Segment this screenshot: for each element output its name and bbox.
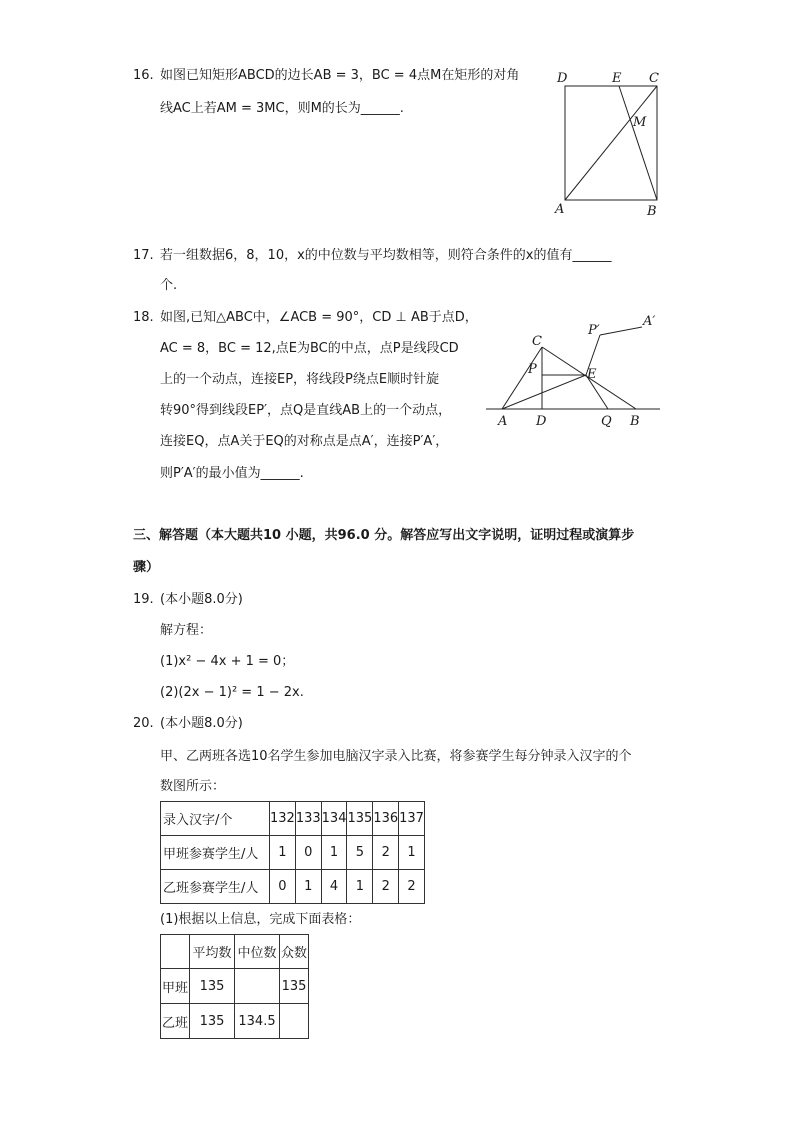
q16-rectangle-figure	[545, 62, 675, 222]
table-cell: 135	[347, 802, 373, 836]
table-cell: 众数	[280, 935, 309, 969]
q16-number: 16.	[133, 68, 154, 83]
table-header-row	[161, 935, 309, 969]
table-cell: 2	[373, 870, 399, 904]
table-cell: 2	[373, 836, 399, 870]
table-cell	[161, 935, 190, 969]
q18-text-line3: 上的一个动点，连接EP，将线段P绕点E顺时针旋	[160, 372, 440, 387]
q20-stats-table	[160, 934, 309, 1039]
label-p: P	[528, 362, 537, 377]
section3-heading-line1: 三、解答题（本大题共10 小题，共96.0 分。解答应写出文字说明，证明过程或演算步	[133, 528, 635, 543]
table-cell	[235, 969, 280, 1004]
q19-number: 19.	[133, 592, 154, 607]
table-cell	[280, 1004, 309, 1039]
label-a: A	[498, 414, 508, 429]
q18-text-line4: 转90°得到线段EP′，点Q是直线AB上的一个动点，	[160, 403, 452, 418]
q20-sub1-text: (1)根据以上信息，完成下面表格：	[160, 912, 361, 927]
label-p-prime: P′	[588, 323, 600, 338]
table-row	[161, 1004, 309, 1039]
label-e: E	[612, 71, 622, 86]
table-cell: 2	[399, 870, 425, 904]
table-cell: 乙班	[161, 1004, 190, 1039]
q20-text-line2: 数图所示：	[160, 779, 226, 794]
label-c: C	[649, 71, 659, 86]
q18-triangle-figure	[480, 305, 680, 435]
label-a: A	[555, 202, 565, 217]
table-cell: 134	[321, 802, 347, 836]
segment-ae	[502, 375, 586, 409]
table-row	[161, 969, 309, 1004]
segment-ac	[502, 347, 542, 409]
table-row	[161, 836, 425, 870]
table-cell: 137	[399, 802, 425, 836]
line-eb	[619, 86, 657, 200]
q17-number: 17.	[133, 248, 154, 263]
q20-score: (本小题8.0分)	[160, 716, 243, 731]
q19-score: (本小题8.0分)	[160, 592, 243, 607]
table-cell: 1	[321, 836, 347, 870]
table-row	[161, 870, 425, 904]
q17-text-line1: 若一组数据6，8，10，x的中位数与平均数相等，则符合条件的x的值有______	[160, 248, 612, 263]
table-cell: 乙班参赛学生/人	[161, 870, 270, 904]
table-cell: 5	[347, 836, 373, 870]
section3-heading-line2: 骤）	[133, 560, 160, 575]
table-cell: 录入汉字/个	[161, 802, 270, 836]
table-cell: 133	[295, 802, 321, 836]
table-cell: 136	[373, 802, 399, 836]
label-a-prime: A′	[643, 314, 656, 329]
q18-text-line5: 连接EQ，点A关于EQ的对称点是点A′，连接P′A′，	[160, 434, 449, 449]
table-cell: 135	[190, 1004, 235, 1039]
q17-text-line2: 个.	[160, 278, 178, 293]
label-e: E	[587, 367, 597, 382]
table-cell: 1	[347, 870, 373, 904]
table-cell: 134.5	[235, 1004, 280, 1039]
q18-number: 18.	[133, 310, 154, 325]
q19-prompt: 解方程：	[160, 623, 213, 638]
table-cell: 135	[190, 969, 235, 1004]
q18-text-line6: 则P′A′的最小值为______.	[160, 466, 304, 481]
table-header-row	[161, 802, 425, 836]
q18-text-line1: 如图,已知△ABC中，∠ACB = 90°，CD ⊥ AB于点D，	[160, 310, 478, 325]
q16-text-line1: 如图已知矩形ABCD的边长AB = 3，BC = 4点M在矩形的对角	[160, 68, 520, 83]
segment-p1a1	[600, 327, 642, 335]
table-cell: 135	[280, 969, 309, 1004]
q16-text-line2: 线AC上若AM = 3MC，则M的长为______.	[160, 101, 404, 116]
q19-equation-2: (2)(2x − 1)² = 1 − 2x.	[160, 685, 304, 700]
label-b: B	[647, 204, 657, 219]
table-cell: 1	[399, 836, 425, 870]
label-q: Q	[601, 414, 612, 429]
label-m: M	[633, 115, 647, 130]
table-cell: 1	[295, 870, 321, 904]
q18-text-line2: AC = 8，BC = 12,点E为BC的中点，点P是线段CD	[160, 341, 459, 356]
table-cell: 0	[270, 870, 296, 904]
label-b: B	[630, 414, 640, 429]
table-cell: 甲班参赛学生/人	[161, 836, 270, 870]
q19-equation-1: (1)x² − 4x + 1 = 0；	[160, 654, 295, 669]
q20-text-line1: 甲、乙两班各选10名学生参加电脑汉字录入比赛，将参赛学生每分钟录入汉字的个	[160, 749, 632, 764]
label-d: D	[557, 71, 568, 86]
table-cell: 0	[295, 836, 321, 870]
table-cell: 132	[270, 802, 296, 836]
q20-number: 20.	[133, 716, 154, 731]
table-cell: 4	[321, 870, 347, 904]
q20-typing-table	[160, 801, 425, 904]
diagonal-ac	[565, 86, 657, 200]
label-c: C	[532, 334, 542, 349]
table-cell: 中位数	[235, 935, 280, 969]
label-d: D	[536, 414, 547, 429]
table-cell: 平均数	[190, 935, 235, 969]
table-cell: 甲班	[161, 969, 190, 1004]
table-cell: 1	[270, 836, 296, 870]
